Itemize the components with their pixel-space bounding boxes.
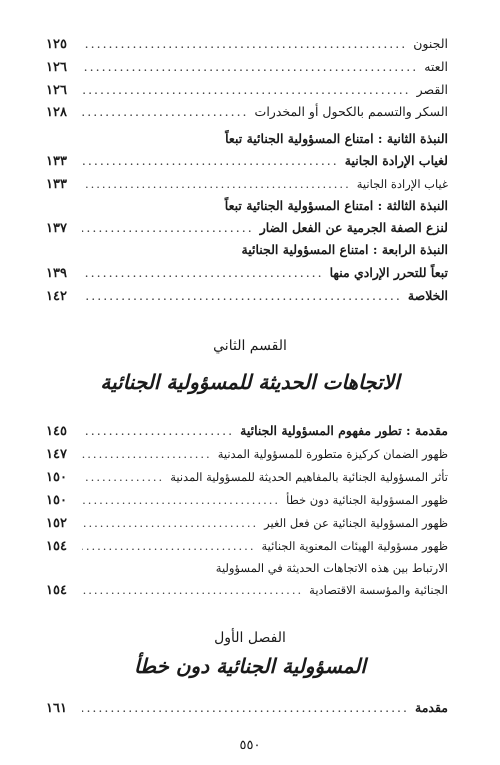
entry-page: ١٢٨ [46,105,67,120]
entry-title: الجنون [413,36,448,51]
entry-title: مقدمة [415,700,448,715]
leader-dots [82,33,407,55]
part-label: القسم الثاني [213,338,287,354]
toc-entry [46,443,448,465]
toc-entry [46,285,448,307]
entry-title: تأثر المسؤولية الجنائية بالمفاهيم الحديثة للمسؤولية المدنية [170,470,448,484]
entry-page: ١٤٧ [46,447,67,462]
entry-title: مقدمة : تطور مفهوم المسؤولية الجنائية [240,423,448,438]
part-title: الاتجاهات الحديثة للمسؤولية الجنائية [100,370,400,394]
leader-dots [82,579,303,601]
entry-page: ١٥٤ [46,583,67,598]
toc-entry [46,420,448,442]
entry-page: ١٥٠ [46,470,67,485]
toc-entry [46,697,448,719]
toc-entry [46,489,448,511]
entry-page: ١٤٢ [46,289,67,304]
toc-entry [46,262,448,284]
leader-dots [82,217,254,239]
entry-page: ١٢٥ [46,37,67,52]
chapter-title: المسؤولية الجنائية دون خطأ [134,654,366,678]
entry-title: السكر والتسمم بالكحول أو المخدرات [254,104,448,119]
entry-page: ١٣٧ [46,221,67,236]
entry-title: ظهور مسؤولية الهيئات المعنوية الجنائية [261,539,448,553]
leader-dots [82,262,324,284]
entry-title: لغياب الإرادة الجانية [344,153,448,168]
toc-entry-line1 [46,557,448,579]
leader-dots [82,697,409,719]
entry-page: ١٣٩ [46,266,67,281]
entry-title: العته [424,59,448,74]
entry-page: ١٥٠ [46,493,67,508]
entry-page: ١٢٦ [46,83,67,98]
entry-title: الجنائية والمؤسسة الاقتصادية [309,583,448,597]
toc-entry [46,33,448,55]
entry-title: ظهور المسؤولية الجنائية عن فعل الغير [264,516,448,530]
leader-dots [82,535,256,557]
toc-entry [46,512,448,534]
leader-dots [82,173,351,195]
chapter-label: الفصل الأول [214,630,286,646]
toc-entry [46,79,448,101]
leader-dots [82,79,411,101]
toc-entry [46,466,448,488]
leader-dots [82,443,212,465]
leader-dots [82,285,402,307]
entry-title: ظهور الضمان كركيزة متطورة للمسؤولية المدنية [217,447,448,461]
leader-dots [82,56,418,78]
entry-page: ١٣٣ [46,154,67,169]
heading-text: النبذة الثالثة : امتناع المسؤولية الجنائية تبعاً [224,198,448,213]
page-number: ٥٥٠ [239,738,261,753]
leader-dots [82,150,339,172]
entry-title: ظهور المسؤولية الجنائية دون خطأ [286,493,448,507]
leader-dots [82,512,258,534]
toc-entry [46,579,448,601]
heading-text: النبذة الثانية : امتناع المسؤولية الجنائية تبعاً [225,131,448,146]
entry-title: تبعاً للتحرر الإرادي منها [329,265,448,280]
leader-dots [82,466,164,488]
entry-title: غياب الإرادة الجانية [356,177,448,191]
entry-title: الخلاصة [407,288,448,303]
entry-page: ١٥٢ [46,516,67,531]
toc-entry [46,535,448,557]
entry-title: الارتباط بين هذه الاتجاهات الحديثة في المسؤولية [215,561,448,575]
toc-entry [46,173,448,195]
leader-dots [82,101,249,123]
entry-page: ١٦١ [46,701,67,716]
toc-entry [46,150,448,172]
toc-entry [46,56,448,78]
leader-dots [82,420,234,442]
entry-title: لنزع الصفة الجرمية عن الفعل الضار [259,220,448,235]
heading-text: النبذة الرابعة : امتناع المسؤولية الجنائية [241,242,448,257]
entry-page: ١٢٦ [46,60,67,75]
entry-page: ١٥٤ [46,539,67,554]
entry-page: ١٤٥ [46,424,67,439]
leader-dots [82,489,280,511]
section-heading [46,195,448,217]
section-heading [46,239,448,261]
entry-page: ١٣٣ [46,177,67,192]
toc-entry [46,217,448,239]
toc-entry [46,101,448,123]
entry-title: القصر [416,82,448,97]
section-heading [46,128,448,150]
